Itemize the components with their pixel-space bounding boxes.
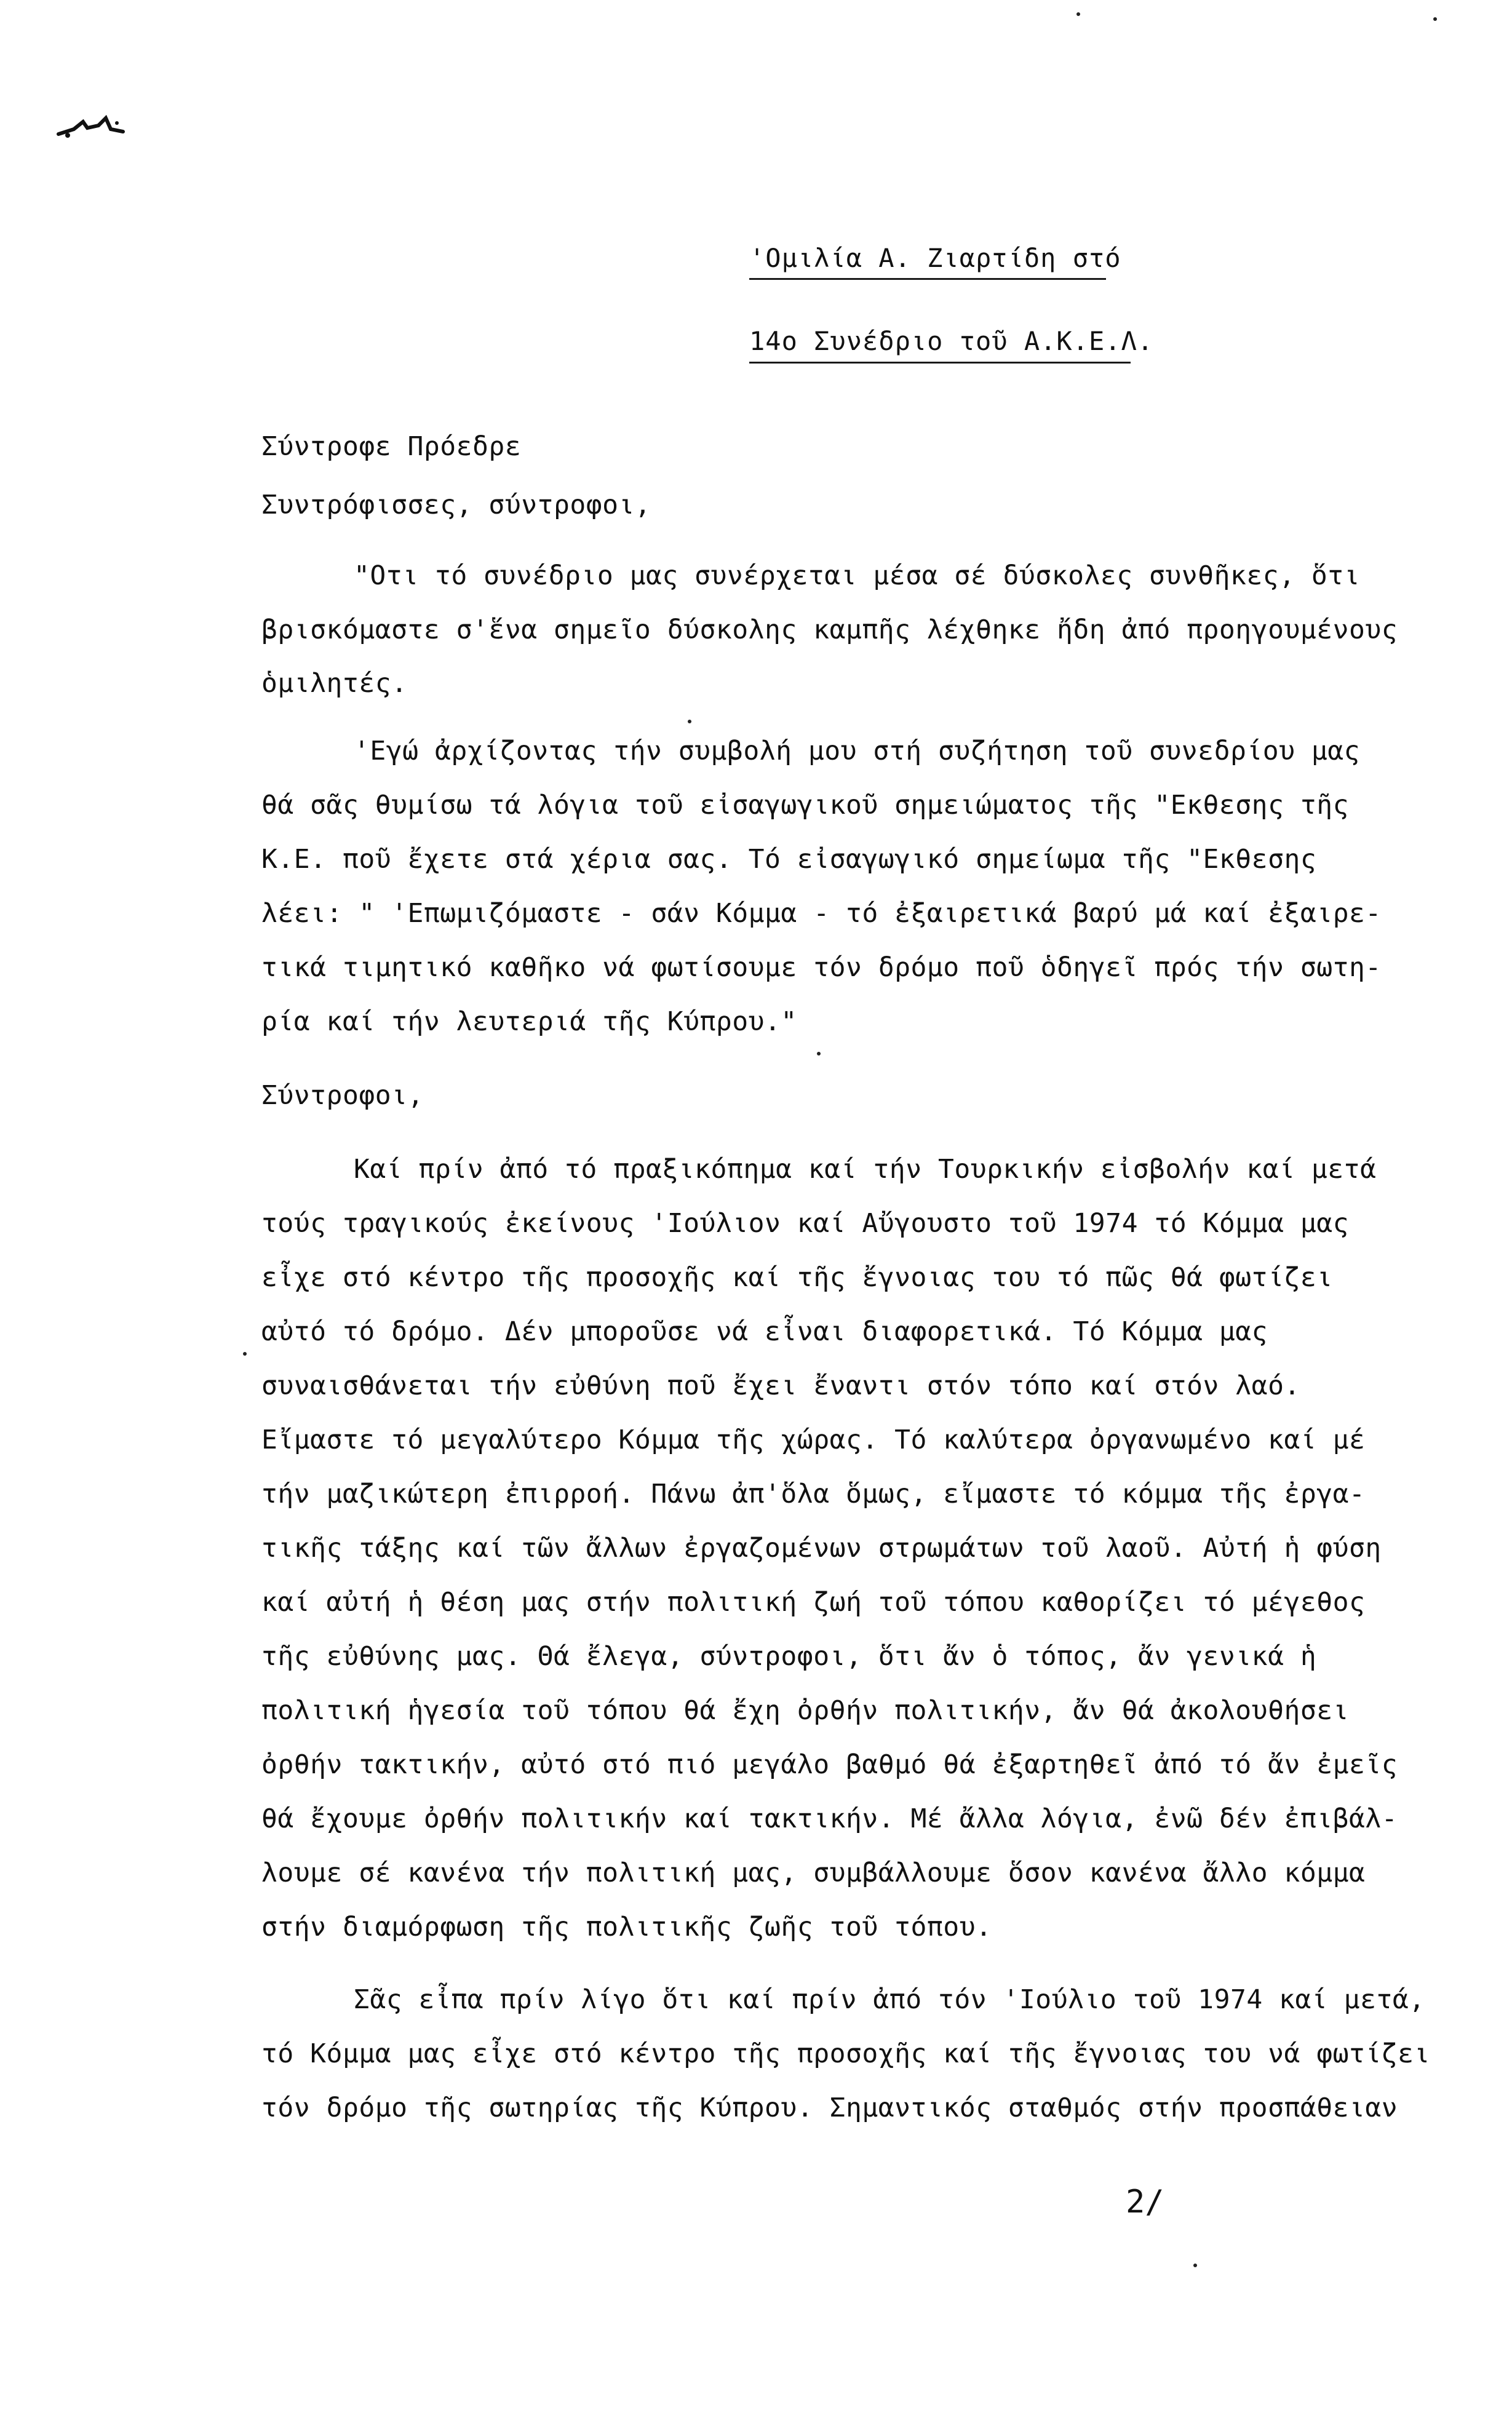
heading-underline-1 [749,278,1106,280]
body-line: ρία καί τήν λευτεριά τῆς Κύπρου." [261,1006,797,1037]
scan-speck [688,720,691,723]
body-line: αὐτό τό δρόμο. Δέν μποροῦσε νά εἶναι διαφορετικά. Τό Κόμμα μας [261,1316,1268,1347]
body-line: Σᾶς εἶπα πρίν λίγο ὅτι καί πρίν ἀπό τόν 'Ιούλιο τοῦ 1974 καί μετά, [354,1984,1425,2015]
body-line: Εἴμαστε τό μεγαλύτερο Κόμμα τῆς χώρας. Τό καλύτερα ὀργανωμένο καί μέ [261,1425,1366,1455]
body-line: ὁμιλητές. [261,668,408,699]
body-line: τῆς εὐθύνης μας. Θά ἔλεγα, σύντροφοι, ὅτι ἄν ὁ τόπος, ἄν γενικά ἡ [261,1641,1317,1672]
body-line: θά σᾶς θυμίσω τά λόγια τοῦ εἰσαγωγικοῦ σημειώματος τῆς "Εκθεσης τῆς [261,790,1350,821]
heading-line-1: 'Ομιλία Α. Ζιαρτίδη στό [749,243,1121,273]
body-line: βρισκόμαστε σ'ἕνα σημεῖο δύσκολης καμπῆς λέχθηκε ἤδη ἀπό προηγουμένους [261,614,1398,645]
salutation-line-2: Συντρόφισσες, σύντροφοι, [261,490,651,520]
body-line: συναισθάνεται τήν εὐθύνη ποῦ ἔχει ἔναντι στόν τόπο καί στόν λαό. [261,1370,1300,1401]
salutation-line-1: Σύντροφε Πρόεδρε [261,431,522,462]
body-line: τήν μαζικώτερη ἐπιρροή. Πάνω ἀπ'ὅλα ὅμως, εἴμαστε τό κόμμα τῆς ἐργα- [261,1479,1366,1509]
body-line: ὀρθήν τακτικήν, αὐτό στό πιό μεγάλο βαθμό θά ἐξαρτηθεῖ ἀπό τό ἄν ἐμεῖς [261,1749,1398,1780]
body-line: τό Κόμμα μας εἶχε στό κέντρο τῆς προσοχῆς καί τῆς ἔγνοιας του νά φωτίζει [261,2038,1430,2069]
body-line: Καί πρίν ἀπό τό πραξικόπημα καί τήν Τουρκικήν εἰσβολήν καί μετά [354,1154,1377,1185]
body-line: πολιτική ἡγεσία τοῦ τόπου θά ἔχη ὀρθήν πολιτικήν, ἄν θά ἀκολουθήσει [261,1695,1350,1726]
body-line: λέει: " 'Επωμιζόμαστε - σάν Κόμμα - τό ἐξαιρετικά βαρύ μά καί ἐξαιρε- [261,898,1382,929]
page-number: 2/ [1126,2184,1164,2220]
scan-speck [243,1352,247,1356]
body-line: στήν διαμόρφωση τῆς πολιτικῆς ζωῆς τοῦ τόπου. [261,1912,992,1942]
body-line: Κ.Ε. ποῦ ἔχετε στά χέρια σας. Τό εἰσαγωγικό σημείωμα τῆς "Εκθεσης [261,844,1317,875]
heading-underline-2 [749,362,1131,364]
body-line: τικῆς τάξης καί τῶν ἄλλων ἐργαζομένων στρωμάτων τοῦ λαοῦ. Αὐτή ἡ φύση [261,1533,1382,1564]
scan-speck [1076,12,1080,16]
body-line: καί αὐτή ἡ θέση μας στήν πολιτική ζωή τοῦ τόπου καθορίζει τό μέγεθος [261,1587,1366,1618]
body-line: εἶχε στό κέντρο τῆς προσοχῆς καί τῆς ἔγνοιας του τό πῶς θά φωτίζει [261,1262,1333,1293]
heading-line-2: 14ο Συνέδριο τοῦ Α.Κ.Ε.Λ. [749,326,1154,356]
scan-speck [817,1052,821,1055]
body-line: "Οτι τό συνέδριο μας συνέρχεται μέσα σέ δύσκολες συνθῆκες, ὅτι [354,560,1361,591]
body-line: τούς τραγικούς ἐκείνους 'Ιούλιον καί Αὔγουστο τοῦ 1974 τό Κόμμα μας [261,1208,1350,1239]
body-line: θά ἔχουμε ὀρθήν πολιτικήν καί τακτικήν. Μέ ἄλλα λόγια, ἐνῶ δέν ἐπιβάλ- [261,1803,1398,1834]
scan-speck [1433,17,1437,21]
body-line: τικά τιμητικό καθῆκο νά φωτίσουμε τόν δρόμο ποῦ ὁδηγεῖ πρός τήν σωτη- [261,952,1382,983]
body-line: Σύντροφοι, [261,1080,424,1111]
scan-speck [1193,2264,1197,2267]
ink-mark-icon [55,111,129,141]
body-line: τόν δρόμο τῆς σωτηρίας τῆς Κύπρου. Σημαντικός σταθμός στήν προσπάθειαν [261,2093,1398,2123]
body-line: 'Εγώ ἀρχίζοντας τήν συμβολή μου στή συζήτηση τοῦ συνεδρίου μας [354,736,1361,766]
body-line: λουμε σέ κανένα τήν πολιτική μας, συμβάλλουμε ὅσον κανένα ἄλλο κόμμα [261,1858,1366,1888]
